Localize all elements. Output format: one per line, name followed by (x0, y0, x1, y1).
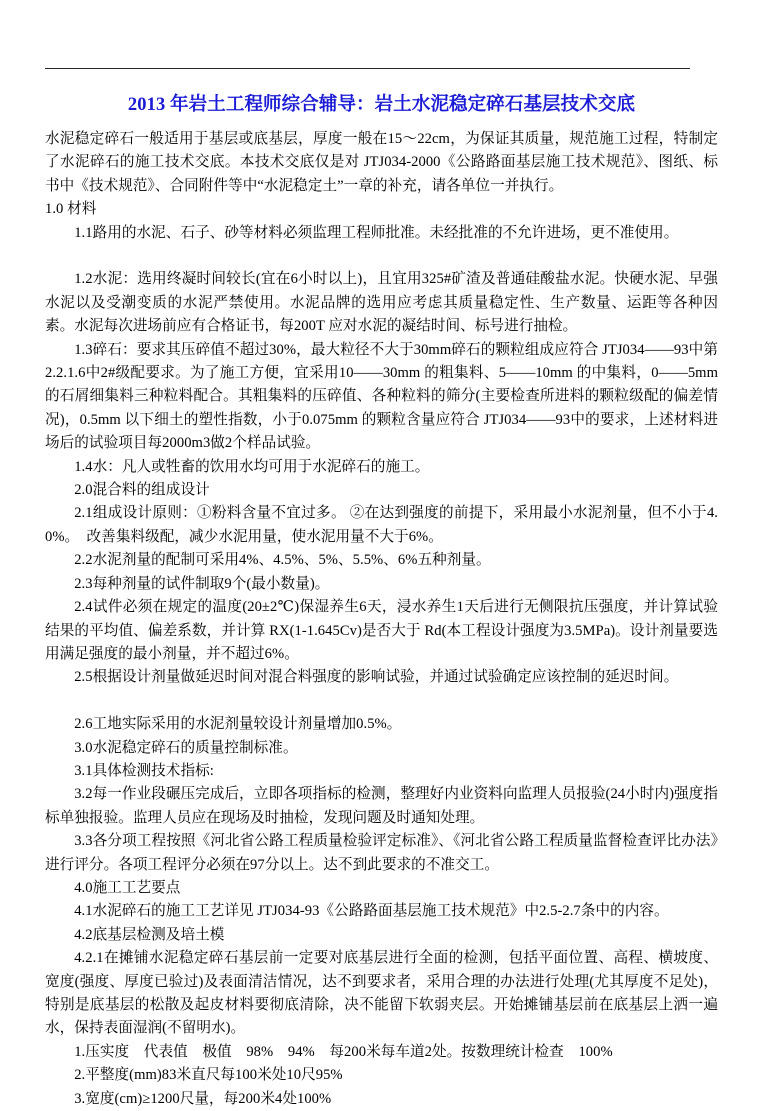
header-divider (45, 68, 690, 69)
metric-row-compaction: 1.压实度 代表值 极值 98% 94% 每200米每车道2处。按数理统计检查 100% (74, 1043, 613, 1060)
spacer-line-1 (45, 245, 718, 268)
heading-1-0: 1.0 材料 (45, 201, 97, 218)
spacer-line-2 (45, 690, 718, 713)
paragraph-2-2: 2.2水泥剂量的配制可采用4%、4.5%、5%、5.5%、6%五种剂量。 (74, 552, 491, 569)
paragraph-2-3: 2.3每种剂量的试件制取9个(最小数量)。 (74, 575, 330, 592)
paragraph-1-1: 1.1路用的水泥、石子、砂等材料必须监理工程师批准。未经批准的不允许进场，更不准使用。 (74, 224, 679, 241)
paragraph-2-5: 2.5根据设计剂量做延迟时间对混合料强度的影响试验，并通过试验确定应该控制的延迟时间。 (74, 669, 679, 686)
paragraph-3-1: 3.1具体检测技术指标: (74, 762, 214, 779)
metric-row-flatness: 2.平整度(mm)83米直尺每100米处10尺95% (74, 1067, 343, 1084)
paragraph-3-3: 3.3各分项工程按照《河北省公路工程质量检验评定标准》、《河北省公路工程质量监督检查评比办法》进行评分。各项工程评分必须在97分以上。达不到此要求的不准交工。 (45, 833, 718, 873)
paragraph-1-2: 1.2水泥：选用终凝时间较长(宜在6小时以上)，且宜用325#矿渣及普通硅酸盐水泥。快硬水泥、早强水泥以及受潮变质的水泥严禁使用。水泥品牌的选用应考虑其质量稳定性、生产数量、运距等各种因素。水泥每次进场前应有合格证书，每200T 应对水泥的凝结时间、标号进行抽检。 (45, 271, 718, 335)
paragraph-2-6: 2.6工地实际采用的水泥剂量较设计剂量增加0.5%。 (74, 716, 402, 733)
document-content (45, 92, 718, 1111)
paragraph-2-4: 2.4试件必须在规定的温度(20±2℃)保湿养生6天，浸水养生1天后进行无侧限抗压强度，并计算试验结果的平均值、偏差系数，并计算 RX(1-1.645Cv)是否大于 Rd(本工程设计强度为3.5MPa)。设计剂量要选用满足强度的最小剂量，并不超过6%。 (45, 599, 718, 662)
paragraph-intro: 水泥稳定碎石一般适用于基层或底基层，厚度一般在15～22cm，为保证其质量，规范施工过程，特制定了水泥碎石的施工技术交底。本技术交底仅是对 JTJ034-2000《公路路面基层施工技术规范》、图纸、标书中《技术规范》、合同附件等中“水泥稳定土”一章的补充，请各单位一并执行。 (45, 131, 718, 194)
heading-4-0: 4.0施工工艺要点 (74, 879, 181, 896)
heading-3-0: 3.0水泥稳定碎石的质量控制标准。 (74, 739, 298, 756)
page-title: 2013 年岩土工程师综合辅导：岩土水泥稳定碎石基层技术交底 (127, 95, 636, 115)
paragraph-4-1: 4.1水泥碎石的施工工艺详见 JTJ034-93《公路路面基层施工技术规范》中2.5-2.7条中的内容。 (74, 903, 669, 920)
heading-4-2: 4.2底基层检测及培土模 (74, 926, 225, 943)
paragraph-2-1: 2.1组成设计原则：①粉料含量不宜过多。 ②在达到强度的前提下，采用最小水泥剂量，但不小于4.0%。 改善集料级配，减少水泥用量，使水泥用量不大于6%。 (45, 505, 718, 545)
paragraph-1-4: 1.4水：凡人或牲畜的饮用水均可用于水泥碎石的施工。 (74, 458, 430, 475)
metric-row-width: 3.宽度(cm)≥1200尺量，每200米4处100% (74, 1090, 332, 1107)
paragraph-4-2-1: 4.2.1在摊铺水泥稳定碎石基层前一定要对底基层进行全面的检测，包括平面位置、高程、横坡度、宽度(强度、厚度已验过)及表面清洁情况，达不到要求者，采用合理的办法进行处理(尤其厚度不足处)，特别是底基层的松散及起皮材料要彻底清除，决不能留下软弱夹层。开始摊铺基层前在底基层上洒一遍水，保持表面湿润(不留明水)。 (45, 950, 718, 1037)
heading-2-0: 2.0混合料的组成设计 (74, 482, 210, 499)
paragraph-1-3: 1.3碎石：要求其压碎值不超过30%，最大粒径不大于30mm碎石的颗粒组成应符合 JTJ034——93中第2.2.1.6中2#级配要求。为了施工方便，宜采用10——30mm 的粗集料、5——10mm 的中集料，0——5mm 的石屑细集料三种粒料配合。其粗集料的压碎值、各种粒料的筛分(主要检查所进料的颗粒级配的偏差情况)，0.5mm 以下细土的塑性指数，小于0.075mm 的颗粒含量应符合 JTJ034——93中的要求，上述材料进场后的试验项目每2000m3做2个样品试验。 (45, 341, 718, 452)
paragraph-3-2: 3.2每一作业段碾压完成后，立即各项指标的检测，整理好内业资料向监理人员报验(24小时内)强度指标单独报验。监理人员应在现场及时抽检，发现问题及时通知处理。 (45, 786, 718, 826)
